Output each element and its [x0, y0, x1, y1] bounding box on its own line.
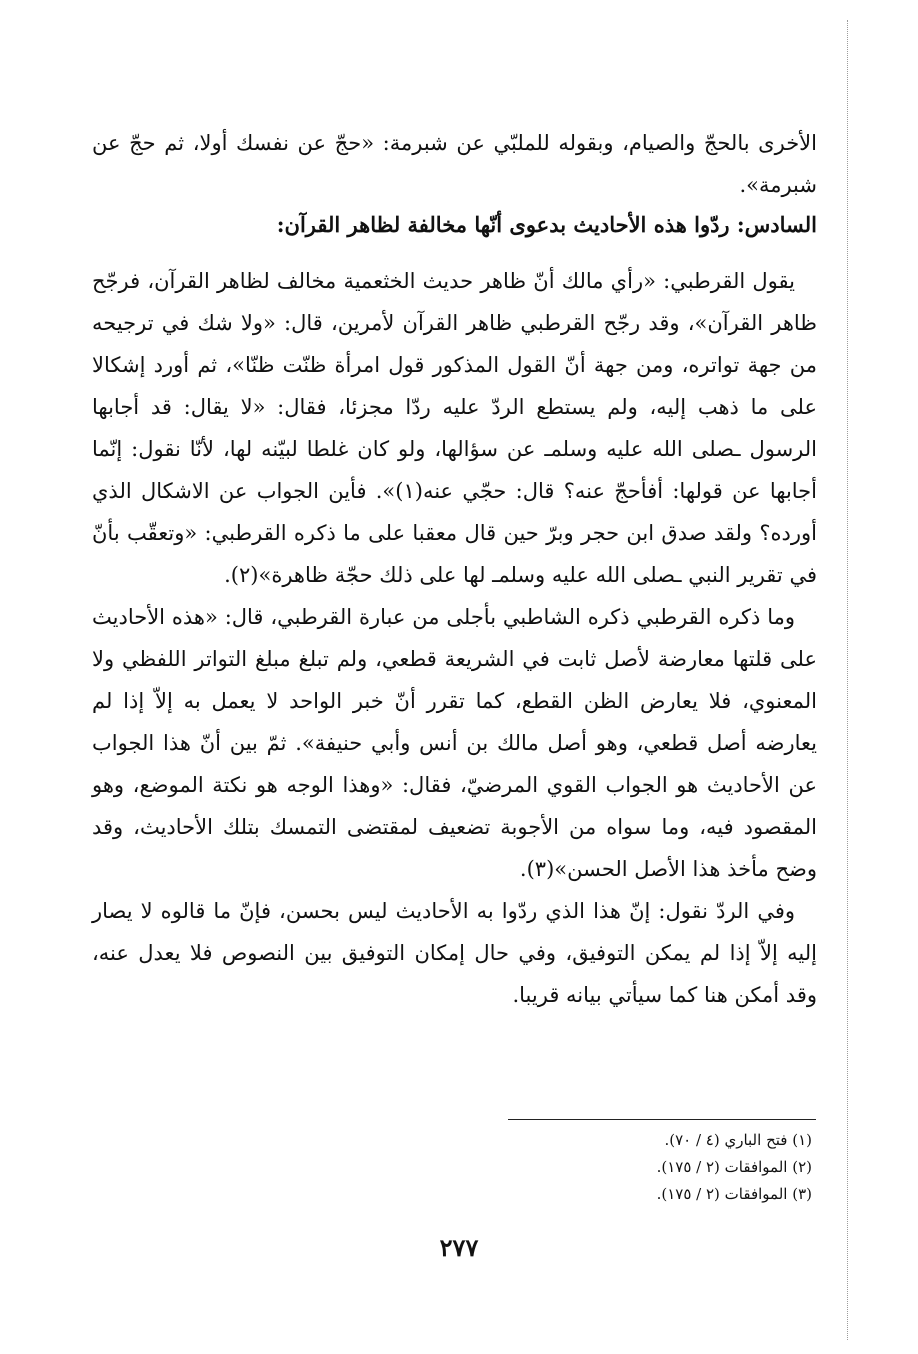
- footnotes: [92, 1127, 812, 1208]
- paragraph-continuation: الأخرى بالحجّ والصيام، وبقوله للملبّي عن شبرمة: «حجّ عن نفسك أولا، ثم حجّ عن شبرمة».: [92, 131, 817, 197]
- page-number: ٢٧٧: [439, 1233, 479, 1262]
- footnote-separator: [508, 1119, 816, 1120]
- main-text: [92, 122, 817, 1016]
- footnote-3: (٣) الموافقات (٢ / ١٧٥).: [656, 1185, 812, 1203]
- paragraph-rebuttal: وفي الردّ نقول: إنّ هذا الذي ردّوا به الأحاديث ليس بحسن، فإنّ ما قالوه لا يصار إليه إلاّ إذا لم يمكن التوفيق، وفي حال إمكان التوفيق بين النصوص فلا يعدل عنه، وقد أمكن هنا كما سيأتي بيانه قريبا.: [92, 899, 817, 1007]
- footnote-1: (١) فتح الباري (٤ / ٧٠).: [664, 1131, 812, 1149]
- page-edge-dotted-line: [847, 20, 848, 1340]
- section-heading: السادس: ردّوا هذه الأحاديث بدعوى أنّها مخالفة لظاهر القرآن:: [276, 212, 817, 237]
- paragraph-qurtubi: يقول القرطبي: «رأي مالك أنّ ظاهر حديث الخثعمية مخالف لظاهر القرآن، فرجّح ظاهر القرآن»، وقد رجّح القرطبي ظاهر القرآن لأمرين، قال: «ولا شك في ترجيحه من جهة تواتره، ومن جهة أنّ القول المذكور قول امرأة ظنّت ظنّا»، ثم أورد إشكالا على ما ذهب إليه، ولم يستطع الردّ عليه ردّا مجزئا، فقال: «لا يقال: قد أجابها الرسول ـصلى الله عليه وسلمـ عن سؤالها، ولو كان غلطا لبيّنه لها، لأنّا نقول: إنّما أجابها عن قولها: أفأحجّ عنه؟ قال: حجّي عنه(١)». فأين الجواب عن الاشكال الذي أورده؟ ولقد صدق ابن حجر وبرّ حين قال معقبا على ما ذكره القرطبي: «وتعقّب بأنّ في تقرير النبي ـصلى الله عليه وسلمـ لها على ذلك حجّة ظاهرة»(٢).: [92, 269, 817, 587]
- footnote-2: (٢) الموافقات (٢ / ١٧٥).: [656, 1158, 812, 1176]
- paragraph-shatibi: وما ذكره القرطبي ذكره الشاطبي بأجلى من عبارة القرطبي، قال: «هذه الأحاديث على قلتها معارضة لأصل ثابت في الشريعة قطعي، ولم تبلغ مبلغ التواتر اللفظي ولا المعنوي، فلا يعارض الظن القطع، كما تقرر أنّ خبر الواحد لا يعمل به إلاّ إذا لم يعارضه أصل قطعي، وهو أصل مالك بن أنس وأبي حنيفة». ثمّ بين أنّ هذا الجواب عن الأحاديث هو الجواب القوي المرضيّ، فقال: «وهذا الوجه هو نكتة الموضع، وهو المقصود فيه، وما سواه من الأجوبة تضعيف لمقتضى التمسك بتلك الأحاديث، وقد وضح مأخذ هذا الأصل الحسن»(٣).: [92, 605, 817, 881]
